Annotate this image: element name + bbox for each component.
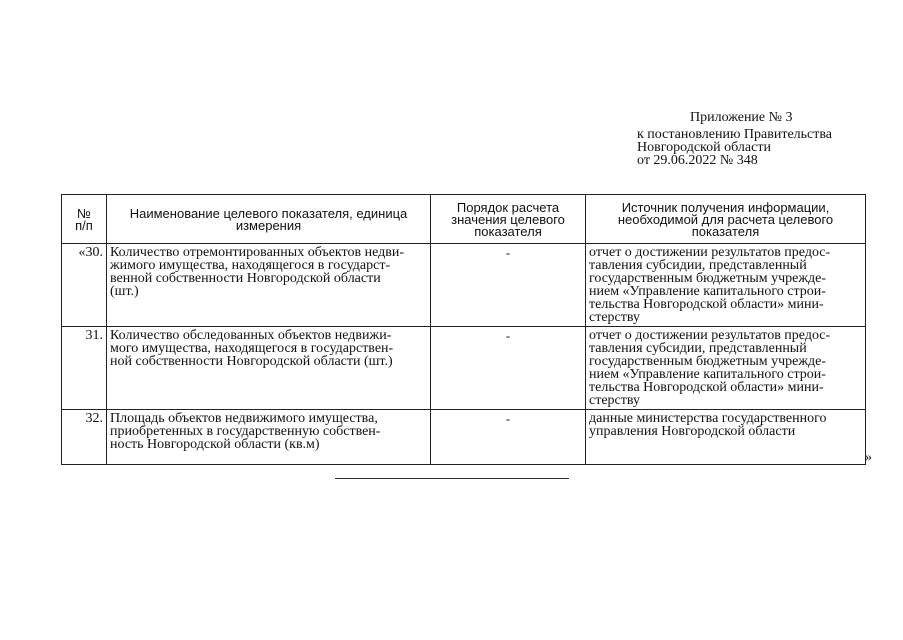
indicators-table (61, 194, 866, 465)
appendix-title: Приложение № 3 (690, 110, 793, 125)
row-number: 32. (62, 410, 107, 465)
signature-divider-line (335, 478, 569, 479)
calculation-order: - (431, 410, 586, 465)
table-header-row (62, 195, 866, 244)
indicator-name: Количество обследованных объектов недвижи- мого имущества, находящегося в государствен- ной собственности Новгородской области (шт.) (107, 327, 431, 410)
region-line: Новгородской области (637, 140, 771, 155)
row-number: «30. (62, 244, 107, 327)
information-source: данные министерства государственного управления Новгородской области (586, 410, 866, 465)
table-row (62, 410, 866, 465)
calculation-order: - (431, 244, 586, 327)
resolution-reference (637, 128, 832, 167)
row-number: 31. (62, 327, 107, 410)
date-number-line: от 29.06.2022 № 348 (637, 153, 758, 168)
column-header-information-source: Источник получения информации, необходимой для расчета целевого показателя (586, 195, 866, 244)
table-row (62, 244, 866, 327)
resolution-line: к постановлению Правительства (637, 127, 833, 142)
column-header-indicator-name: Наименование целевого показателя, единица измерения (107, 195, 431, 244)
calculation-order: - (431, 327, 586, 410)
closing-quote: » (865, 450, 872, 465)
indicator-name: Площадь объектов недвижимого имущества, приобретенных в государственную собствен- ность Новгородской области (кв.м) (107, 410, 431, 465)
indicator-name: Количество отремонтированных объектов недви- жимого имущества, находящегося в государст- венной собственности Новгородской области (шт.) (107, 244, 431, 327)
information-source: отчет о достижении результатов предос- тавления субсидии, представленный государственным бюджетным учрежде- нием «Управление капитального строи- тельства Новгородской области» мини- стерству (586, 327, 866, 410)
column-header-calculation-order: Порядок расчета значения целевого показателя (431, 195, 586, 244)
table-row (62, 327, 866, 410)
column-header-number: № п/п (62, 195, 107, 244)
information-source: отчет о достижении результатов предос- тавления субсидии, представленный государственным бюджетным учрежде- нием «Управление капитального строи- тельства Новгородской области» мини- стерству (586, 244, 866, 327)
